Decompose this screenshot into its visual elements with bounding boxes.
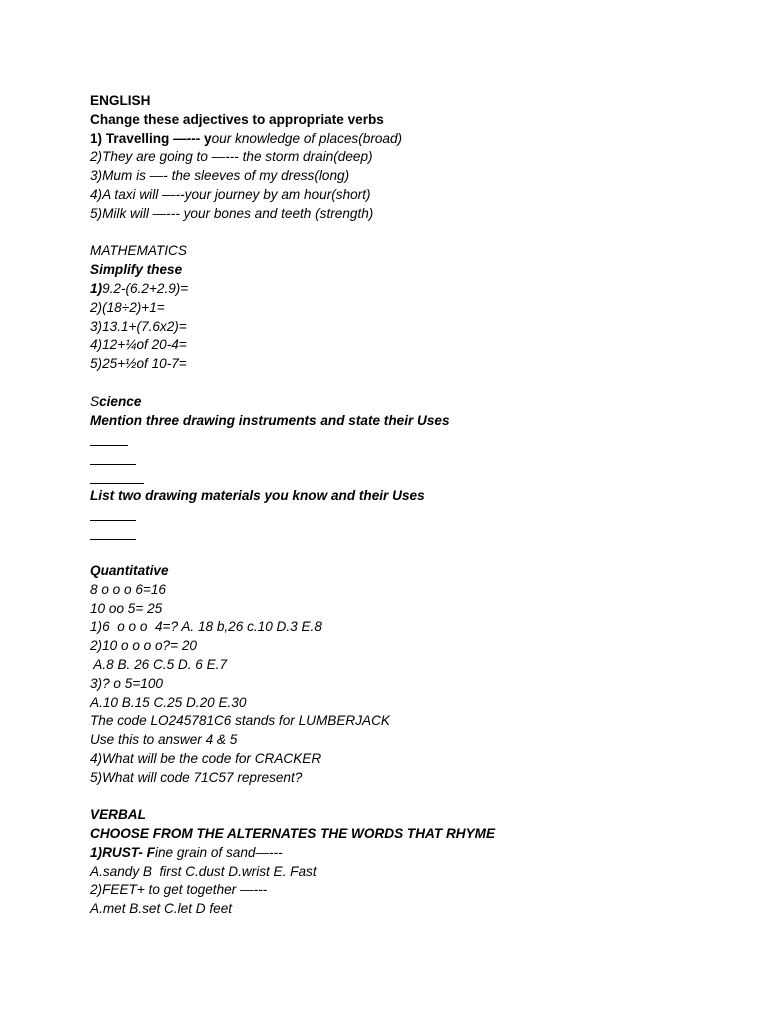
section-gap — [90, 224, 730, 243]
quantitative-line: 2)10 o o o o?= 20 — [90, 638, 197, 654]
answer-blank — [90, 430, 730, 449]
math-question-3: 3)13.1+(7.6x2)= — [90, 318, 187, 334]
answer-blank — [90, 468, 730, 487]
verbal-heading: VERBAL — [90, 807, 146, 823]
verbal-q1-rest: ine grain of sand—--- — [154, 844, 283, 860]
english-instruction: Change these adjectives to appropriate verbs — [90, 111, 384, 127]
science-heading-first: S — [90, 393, 100, 409]
quantitative-line: A.8 B. 26 C.5 D. 6 E.7 — [90, 656, 228, 672]
math-question-1 — [90, 280, 730, 299]
quantitative-line: A.10 B.15 C.25 D.20 E.30 — [90, 694, 247, 710]
verbal-instruction: CHOOSE FROM THE ALTERNATES THE WORDS THAT RHYME — [90, 826, 496, 842]
verbal-q1-prefix: 1)RUST- F — [90, 844, 155, 860]
quantitative-line: 5)What will code 71C57 represent? — [90, 769, 303, 785]
mathematics-instruction: Simplify these — [90, 262, 183, 278]
answer-blank — [90, 506, 730, 525]
science-heading — [90, 393, 730, 412]
english-question-3: 3)Mum is —- the sleeves of my dress(long) — [90, 168, 350, 184]
quantitative-line: 8 o o o 6=16 — [90, 581, 166, 597]
section-gap — [90, 787, 730, 806]
science-instruction-2: List two drawing materials you know and their Uses — [90, 487, 425, 503]
math-question-4: 4)12+¼of 20-4= — [90, 337, 187, 353]
quantitative-line: 1)6 o o o 4=? A. 18 b,26 c.10 D.3 E.8 — [90, 619, 322, 635]
section-gap — [90, 543, 730, 562]
verbal-q1-options: A.sandy B first C.dust D.wrist E. Fast — [90, 863, 317, 879]
math-q1-number: 1) — [90, 280, 103, 296]
english-q1-prefix: 1) Travelling —--- y — [90, 130, 212, 146]
english-question-5: 5)Milk will —--- your bones and teeth (strength) — [90, 205, 374, 221]
verbal-question-1 — [90, 844, 730, 863]
answer-blank — [90, 524, 730, 543]
math-q1-expression: 9.2-(6.2+2.9)= — [102, 280, 189, 296]
quantitative-line: Use this to answer 4 & 5 — [90, 732, 238, 748]
quantitative-line: 3)? o 5=100 — [90, 675, 163, 691]
quantitative-heading: Quantitative — [90, 562, 169, 578]
verbal-q2-options: A.met B.set C.let D feet — [90, 901, 233, 917]
quantitative-line: The code LO245781C6 stands for LUMBERJACK — [90, 713, 390, 729]
science-heading-rest: cience — [99, 393, 142, 409]
quantitative-line: 10 oo 5= 25 — [90, 600, 163, 616]
science-instruction-1: Mention three drawing instruments and state their Uses — [90, 412, 450, 428]
answer-blank — [90, 449, 730, 468]
worksheet-page — [90, 92, 730, 919]
english-q1-rest: our knowledge of places(broad) — [211, 130, 403, 146]
english-heading: ENGLISH — [90, 93, 151, 108]
verbal-question-2: 2)FEET+ to get together —--- — [90, 882, 268, 898]
english-question-1 — [90, 130, 730, 149]
section-gap — [90, 374, 730, 393]
english-question-4: 4)A taxi will —--your journey by am hour(short) — [90, 186, 371, 202]
quantitative-line: 4)What will be the code for CRACKER — [90, 750, 322, 766]
mathematics-heading: MATHEMATICS — [90, 243, 187, 259]
math-question-2: 2)(18÷2)+1= — [90, 299, 165, 315]
english-question-2: 2)They are going to —--- the storm drain(deep) — [90, 149, 373, 165]
math-question-5: 5)25+½of 10-7= — [90, 356, 187, 372]
